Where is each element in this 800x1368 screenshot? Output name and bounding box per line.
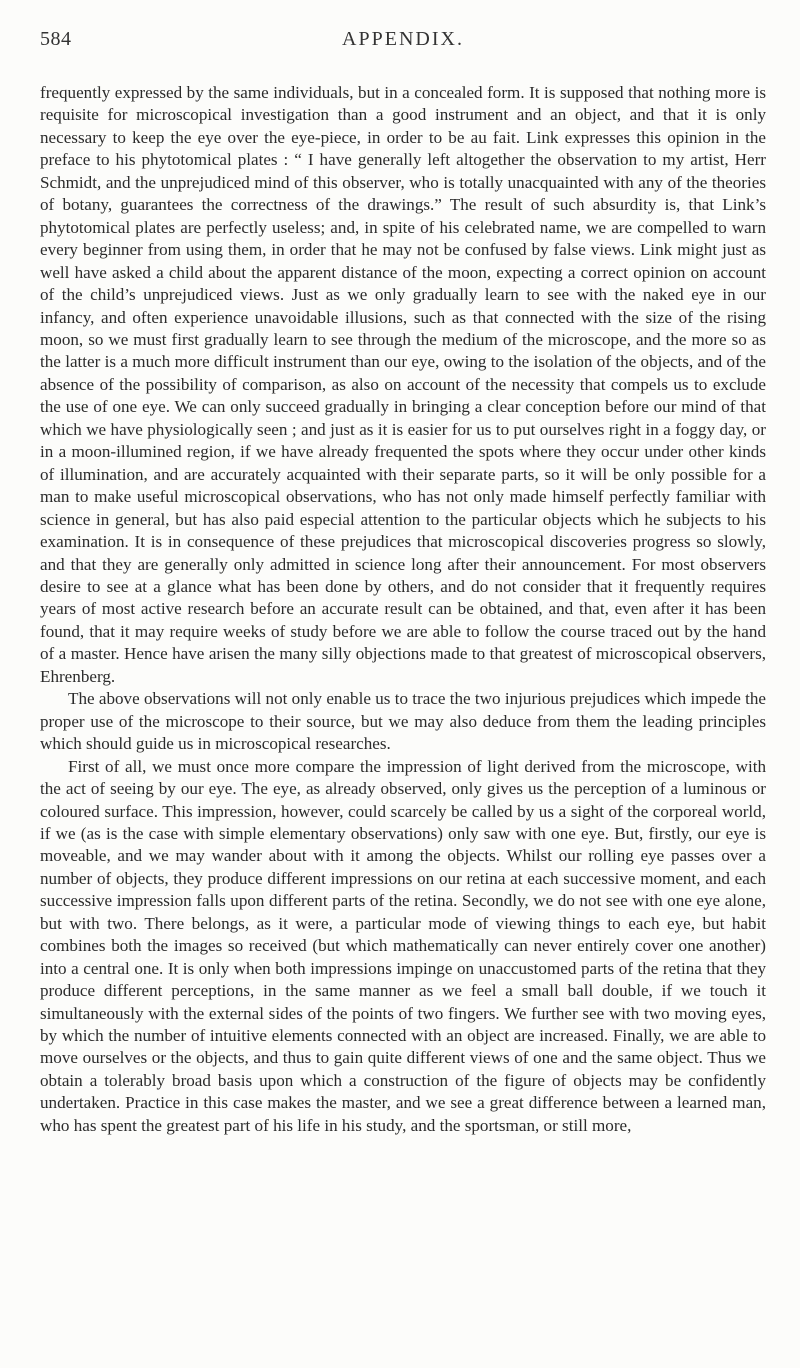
- running-head: APPENDIX.: [342, 28, 464, 50]
- page-header: [40, 28, 766, 58]
- paragraph: First of all, we must once more compare the impression of light derived from the microscope, with the act of seeing by our eye. The eye, as already observed, only gives us the perception of a luminous or coloured surface. This impression, however, could scarcely be called by us a sight of the corporeal world, if we (as is the case with simple elementary observations) only saw with one eye. But, firstly, our eye is moveable, and we may wander about with it among the objects. Whilst our rolling eye passes over a number of objects, they produce different impressions on our retina at each successive moment, and each successive impression falls upon different parts of the retina. Secondly, we do not see with one eye alone, but with two. There belongs, as it were, a particular mode of viewing things to each eye, but habit combines both the images so received (but which mathematically can never entirely cover one another) into a central one. It is only when both impressions impinge on unaccustomed parts of the retina that they produce different perceptions, in the same manner as we feel a small ball double, if we touch it simultaneously with the external sides of the points of two fingers. We further see with two moving eyes, by which the number of intuitive elements connected with an object are increased. Finally, we are able to move ourselves or the objects, and thus to gain quite different views of one and the same object. Thus we obtain a tolerably broad basis upon which a construction of the figure of objects may be confidently undertaken. Practice in this case makes the master, and we see a great difference between a learned man, who has spent the greatest part of his life in his study, and the sportsman, or still more,: [40, 756, 766, 1135]
- paragraph-continued: frequently expressed by the same individuals, but in a concealed form. It is supposed that nothing more is requisite for microscopical investigation than a good instrument and an object, and that it is only necessary to keep the eye over the eye-piece, in order to be au fait. Link expresses this opinion in the preface to his phytotomical plates : “ I have generally left altogether the observation to my artist, Herr Schmidt, and the unprejudiced mind of this observer, who is totally unacquainted with any of the theories of botany, guarantees the correctness of the drawings.” The result of such absurdity is, that Link’s phytotomical plates are perfectly useless; and, in spite of his celebrated name, we are compelled to warn every beginner from using them, in order that he may not be confused by false views. Link might just as well have asked a child about the apparent distance of the moon, expecting a correct opinion on account of the child’s unprejudiced views. Just as we only gradually learn to see with the naked eye in our infancy, and often experience unavoidable illusions, such as that connected with the size of the rising moon, so we must first gradually learn to see through the medium of the microscope, and the more so as the latter is a much more difficult instrument than our eye, owing to the isolation of the objects, and of the absence of the possibility of comparison, as also on account of the necessity that compels us to exclude the use of one eye. We can only succeed gradually in bringing a clear conception before our mind of that which we have physiologically seen ; and just as it is easier for us to put ourselves right in a foggy day, or in a moon-illumined region, if we have already frequented the spots where they occur under other kinds of illumination, and are accurately acquainted with their separate parts, so it will be only possible for a man to make useful microscopical observations, who has not only made himself perfectly familiar with science in general, but has also paid especial attention to the particular objects which he subjects to his examination. It is in consequence of these prejudices that microscopical discoveries progress so slowly, and that they are generally only admitted in science long after their announcement. For most observers desire to see at a glance what has been done by others, and do not consider that it frequently requires years of most active research before an accurate result can be obtained, and that, even after it has been found, that it may require weeks of study before we are able to follow the course traced out by the hand of a master. Hence have arisen the many silly objections made to that greatest of microscopical observers, Ehrenberg.: [40, 83, 766, 686]
- page-number: 584: [40, 28, 72, 50]
- body-text: [40, 82, 766, 1137]
- paragraph: The above observations will not only enable us to trace the two injurious prejudices which impede the proper use of the microscope to their source, but we may also deduce from them the leading principles which should guide us in microscopical researches.: [40, 689, 766, 754]
